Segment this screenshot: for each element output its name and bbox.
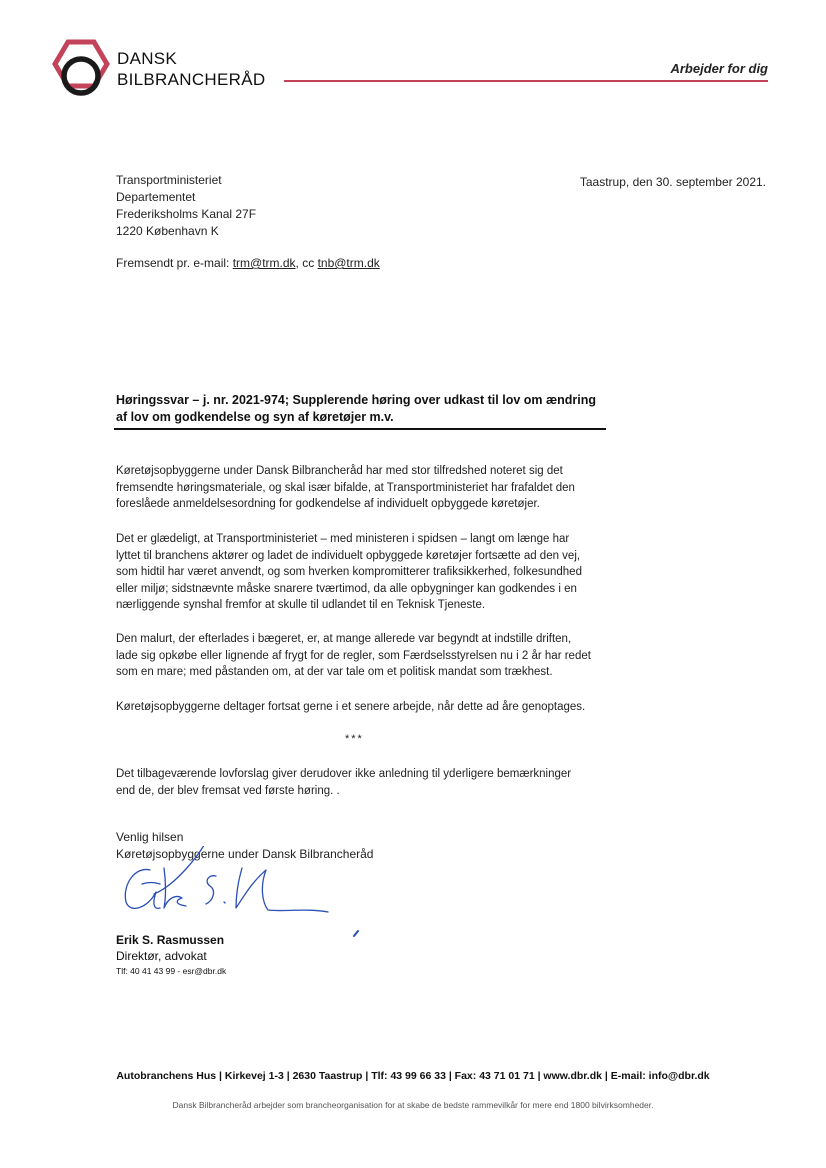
body-line: som hidtil har været anvendt, og som hverken kompromitterer trafiksikkerhed, folkesundhed	[116, 566, 582, 578]
email-link-tnb[interactable]: tnb@trm.dk	[317, 256, 380, 270]
dbr-logo	[50, 38, 112, 100]
signer-title: Direktør, advokat	[116, 949, 207, 963]
body-line: end de, der blev fremsat ved første høring. .	[116, 784, 340, 797]
address-line: Transportministeriet	[116, 173, 222, 187]
signer-name: Erik S. Rasmussen	[116, 933, 225, 947]
sent-mid: , cc	[295, 256, 318, 270]
body-line: lade sig opkøbe eller lignende af frygt for de regler, som Færdselsstyrelsen nu i 2 år har redet	[116, 649, 591, 662]
body-paragraph-5	[116, 766, 606, 799]
footer-note: Dansk Bilbrancheråd arbejder som brancheorganisation for at skabe de bedste rammevilkår for mere end 1800 bilvirksomheder.	[172, 1100, 654, 1110]
sent-prefix: Fremsendt pr. e-mail:	[116, 256, 233, 270]
letter-date: Taastrup, den 30. september 2021.	[579, 175, 766, 189]
body-line: Det er glædeligt, at Transportministeriet – med ministeren i spidsen – langt om længe har	[116, 533, 570, 545]
org-line-2: BILBRANCHERÅD	[117, 70, 266, 89]
handwritten-signature	[112, 846, 342, 926]
body-line: lyttet til branchens aktører og ladet de individuelt opbyggede køretøjer fortsætte ad den vej,	[116, 549, 581, 562]
body-line: Køretøjsopbyggerne under Dansk Bilbrancheråd har med stor tilfredshed noteret sig det	[116, 465, 563, 477]
email-link-trm[interactable]: trm@trm.dk	[232, 256, 296, 270]
body-line: nærliggende synshal fremfor at skulle til udlandet til en Teknisk Tjeneste.	[116, 599, 486, 611]
body-paragraph-3	[116, 631, 606, 681]
body-paragraph-1	[116, 463, 606, 513]
recipient-address	[116, 172, 256, 240]
signer-contact: Tlf: 40 41 43 99 - esr@dbr.dk	[116, 966, 227, 976]
address-line: Frederiksholms Kanal 27F	[116, 207, 257, 221]
address-line: 1220 København K	[116, 224, 219, 238]
body-line: eller miljø; sidstnævnte måske snarere tværtimod, da alle opbygninger kan godkendes i en	[116, 582, 577, 595]
letter-subject	[116, 392, 606, 426]
body-line: Den malurt, der efterlades i bægeret, er, at mange allerede var begyndt at indstille driften,	[116, 633, 572, 645]
body-line: foreslåede anmeldelsesordning for godkendelse af individuelt opbyggede køretøjer.	[116, 498, 540, 510]
body-line: Køretøjsopbyggerne deltager fortsat gerne i et senere arbejde, når dette ad åre genoptages.	[116, 701, 586, 713]
subject-line: af lov om godkendelse og syn af køretøjer m.v.	[116, 410, 394, 424]
body-line: som en mare; med påstanden om, at der var tale om et politisk mandat som trækhest.	[116, 666, 553, 678]
footer-address: Autobranchens Hus | Kirkevej 1-3 | 2630 Taastrup | Tlf: 43 99 66 33 | Fax: 43 71 01 71 | www.dbr.dk | E-mail: info@dbr.dk	[116, 1070, 710, 1082]
tagline: Arbejder for dig	[670, 61, 768, 76]
subject-divider	[114, 428, 606, 430]
section-separator: ***	[345, 733, 364, 745]
body-paragraph-2	[116, 531, 606, 614]
header-divider	[284, 80, 768, 82]
closing-from: Køretøjsopbyggerne under Dansk Bilbrancheråd	[116, 847, 374, 861]
subject-line: Høringssvar – j. nr. 2021-974; Supplerende høring over udkast til lov om ændring	[116, 393, 596, 407]
organization-name	[117, 48, 265, 90]
body-paragraph-4	[116, 699, 606, 716]
signer-block	[116, 932, 226, 978]
closing-greeting: Venlig hilsen	[116, 830, 184, 844]
ink-mark	[352, 928, 362, 938]
body-line: Det tilbageværende lovforslag giver derudover ikke anledning til yderligere bemærkninger	[116, 768, 572, 780]
org-line-1: DANSK	[117, 49, 178, 68]
body-line: fremsendte høringsmateriale, og skal især bifalde, at Transportministeriet har frafaldet den	[116, 481, 575, 494]
sent-via-email	[116, 256, 380, 270]
address-line: Departementet	[116, 190, 196, 204]
